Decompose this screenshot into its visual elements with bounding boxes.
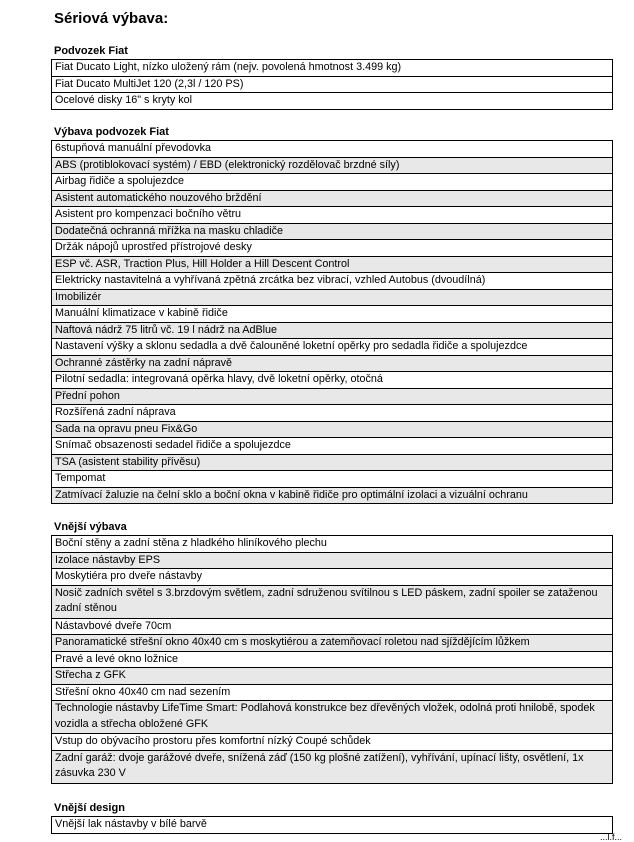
page-title: Sériová výbava: bbox=[54, 10, 169, 27]
section-vnejsi-vybava bbox=[51, 520, 613, 784]
table-cell: Vstup do obývacího prostoru přes komfortní nízký Coupé schůdek bbox=[52, 734, 613, 751]
table-cell: Moskytiéra pro dveře nástavby bbox=[52, 569, 613, 586]
table-row bbox=[52, 141, 613, 158]
table-cell: Fiat Ducato MultiJet 120 (2,3l / 120 PS) bbox=[52, 76, 613, 93]
table-cell: Snímač obsazenosti sedadel řidiče a spolujezdce bbox=[52, 438, 613, 455]
table-row bbox=[52, 421, 613, 438]
table-cell: Nastavení výšky a sklonu sedadla a dvě čalouněné loketní opěrky pro sedadla řidiče a spolujezdce bbox=[52, 339, 613, 356]
section-title: Podvozek Fiat bbox=[54, 45, 128, 57]
table-cell: Imobilizér bbox=[52, 289, 613, 306]
footer-fragment: ...l.f... bbox=[599, 832, 622, 842]
table-row bbox=[52, 817, 613, 834]
equipment-table bbox=[51, 140, 613, 504]
table-row bbox=[52, 668, 613, 685]
table-row bbox=[52, 256, 613, 273]
table-cell: Držák nápojů uprostřed přístrojové desky bbox=[52, 240, 613, 257]
equipment-table bbox=[51, 816, 613, 834]
table-cell: Tempomat bbox=[52, 471, 613, 488]
section-title: Vnější design bbox=[54, 802, 125, 814]
table-row bbox=[52, 569, 613, 586]
table-row bbox=[52, 487, 613, 504]
table-row bbox=[52, 701, 613, 734]
table-cell: Elektricky nastavitelná a vyhřívaná zpětná zrcátka bez vibrací, vzhled Autobus (dvoudílná) bbox=[52, 273, 613, 290]
table-cell: Naftová nádrž 75 litrů vč. 19 l nádrž na AdBlue bbox=[52, 322, 613, 339]
table-cell: Pilotní sedadla: integrovaná opěrka hlavy, dvě loketní opěrky, otočná bbox=[52, 372, 613, 389]
table-row bbox=[52, 355, 613, 372]
table-row bbox=[52, 157, 613, 174]
table-cell: 6stupňová manuální převodovka bbox=[52, 141, 613, 158]
table-cell: Panoramatické střešní okno 40x40 cm s moskytiérou a zatemňovací roletou nad sjíždějícím lůžkem bbox=[52, 635, 613, 652]
table-cell: Izolace nástavby EPS bbox=[52, 552, 613, 569]
table-cell: Boční stěny a zadní stěna z hladkého hliníkového plechu bbox=[52, 536, 613, 553]
table-row bbox=[52, 207, 613, 224]
table-cell: Pravé a levé okno ložnice bbox=[52, 651, 613, 668]
table-cell: Rozšířená zadní náprava bbox=[52, 405, 613, 422]
table-cell: Střešní okno 40x40 cm nad sezením bbox=[52, 684, 613, 701]
table-cell: Ocelové disky 16" s kryty kol bbox=[52, 93, 613, 110]
table-row bbox=[52, 536, 613, 553]
table-row bbox=[52, 289, 613, 306]
table-row bbox=[52, 471, 613, 488]
table-cell: Asistent pro kompenzaci bočního větru bbox=[52, 207, 613, 224]
table-row bbox=[52, 60, 613, 77]
table-cell: Zatmívací žaluzie na čelní sklo a boční okna v kabině řidiče pro optimální izolaci a vizuální ochranu bbox=[52, 487, 613, 504]
table-row bbox=[52, 750, 613, 783]
table-row bbox=[52, 306, 613, 323]
table-cell: ABS (protiblokovací systém) / EBD (elektronický rozdělovač brzdné síly) bbox=[52, 157, 613, 174]
table-row bbox=[52, 322, 613, 339]
section-title: Vnější výbava bbox=[54, 521, 127, 533]
equipment-table bbox=[51, 535, 613, 784]
table-row bbox=[52, 76, 613, 93]
table-cell: Nosič zadních světel s 3.brzdovým světlem, zadní sdruženou svítilnou s LED páskem, zadní spoiler se zataženou zadní stěnou bbox=[52, 585, 613, 618]
table-cell: Dodatečná ochranná mřížka na masku chladiče bbox=[52, 223, 613, 240]
table-row bbox=[52, 240, 613, 257]
table-row bbox=[52, 223, 613, 240]
table-row bbox=[52, 438, 613, 455]
table-row bbox=[52, 635, 613, 652]
table-cell: Manuální klimatizace v kabině řidiče bbox=[52, 306, 613, 323]
table-cell: Přední pohon bbox=[52, 388, 613, 405]
table-row bbox=[52, 372, 613, 389]
table-row bbox=[52, 405, 613, 422]
section-vnejsi-design bbox=[51, 801, 613, 834]
table-row bbox=[52, 585, 613, 618]
table-row bbox=[52, 454, 613, 471]
table-row bbox=[52, 734, 613, 751]
section-title: Výbava podvozek Fiat bbox=[54, 126, 169, 138]
table-cell: Vnější lak nástavby v bílé barvě bbox=[52, 817, 613, 834]
equipment-table bbox=[51, 59, 613, 110]
table-row bbox=[52, 651, 613, 668]
section-podvozek-fiat bbox=[51, 44, 613, 110]
table-row bbox=[52, 618, 613, 635]
table-cell: Ochranné zástěrky na zadní nápravě bbox=[52, 355, 613, 372]
table-row bbox=[52, 339, 613, 356]
section-vybava-podvozek-fiat bbox=[51, 125, 613, 504]
table-cell: Sada na opravu pneu Fix&Go bbox=[52, 421, 613, 438]
table-cell: Střecha z GFK bbox=[52, 668, 613, 685]
table-cell: TSA (asistent stability přívěsu) bbox=[52, 454, 613, 471]
table-row bbox=[52, 174, 613, 191]
table-row bbox=[52, 93, 613, 110]
table-row bbox=[52, 684, 613, 701]
table-cell: Nástavbové dveře 70cm bbox=[52, 618, 613, 635]
table-cell: Fiat Ducato Light, nízko uložený rám (nejv. povolená hmotnost 3.499 kg) bbox=[52, 60, 613, 77]
table-row bbox=[52, 388, 613, 405]
table-row bbox=[52, 273, 613, 290]
table-cell: Airbag řidiče a spolujezdce bbox=[52, 174, 613, 191]
table-row bbox=[52, 190, 613, 207]
table-cell: ESP vč. ASR, Traction Plus, Hill Holder a Hill Descent Control bbox=[52, 256, 613, 273]
table-cell: Zadní garáž: dvoje garážové dveře, snížená záď (150 kg plošné zatížení), vyhřívání, upínací lišty, osvětlení, 1x zásuvka 230 V bbox=[52, 750, 613, 783]
table-row bbox=[52, 552, 613, 569]
table-cell: Asistent automatického nouzového brždění bbox=[52, 190, 613, 207]
table-cell: Technologie nástavby LifeTime Smart: Podlahová konstrukce bez dřevěných vložek, odolná proti hnilobě, spodek vozidla a střecha obložené GFK bbox=[52, 701, 613, 734]
